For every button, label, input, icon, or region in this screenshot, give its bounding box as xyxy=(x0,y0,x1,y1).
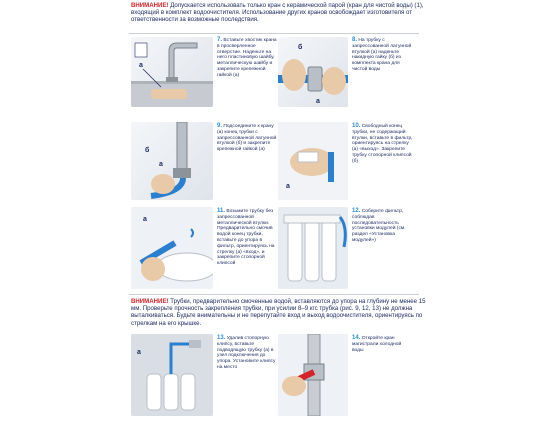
warning-top xyxy=(131,2,431,24)
warning-text: Трубки, предварительно смоченные водой, вставляются до упора на глубину не менее 15 мм. Проверьте прочность закрепления трубки, при усилии 8–9 кгс трубка (рис. 9, 12, 13) не должна выталкиваться. Будьте внимательны и не перепутайте вход и выход водоочистителя, ориентируясь по стрелкам на его крышке. xyxy=(131,298,426,327)
step-7-text xyxy=(217,38,279,79)
step-10-number: 10. xyxy=(352,123,361,129)
marker-a: а xyxy=(159,161,163,168)
step-11-photo xyxy=(131,207,213,289)
step-14-body: Откройте кран магистрали холодной воды xyxy=(352,336,402,353)
step-8-number: 8. xyxy=(352,37,358,43)
divider xyxy=(129,294,419,295)
step-13-body: Удалив стопорную клипсу, вставьте подводящую трубку (а) в узел подключения до упора. Установите клипсу на место xyxy=(217,336,276,370)
marker-a: а xyxy=(137,349,141,356)
step-7-body: Вставьте хвостик крана в просверленное отверстие. Наденьте на него пластиновую шайбу, металлическую шайбу и закрепите крепежной гайкой (а) xyxy=(217,38,277,78)
marker-b: б xyxy=(298,44,303,51)
step-11-number: 11. xyxy=(217,208,226,214)
step-12-text xyxy=(352,209,414,244)
step-14-number: 14. xyxy=(352,335,361,341)
marker-a: а xyxy=(143,216,147,223)
step-10-body: Свободный конец трубки, не содержащий втулки, вставьте в фильтр, ориентируясь на стрелку (а) «выход». Закрепите трубку стопорной клипсой (б) xyxy=(352,124,413,164)
step-10-photo xyxy=(278,122,348,200)
step-9-body: Подсоедините к крану (а) конец трубки с запрессованной латунной втулкой (б) и закрепите крепежной гайкой (а) xyxy=(217,124,277,153)
step-14-text xyxy=(352,336,414,353)
step-12-body: Соберите фильтр, соблюдая последовательность установки модулей (см. раздел «Установка модулей») xyxy=(352,209,406,243)
marker-a: а xyxy=(316,98,320,105)
step-12-number: 12. xyxy=(352,208,361,214)
marker-a: а xyxy=(139,62,143,69)
step-8-body: На трубку с запрессованной латунной втулкой (а) наденьте накидную гайку (б) из комплекта крана для чистой воды xyxy=(352,38,412,72)
step-9-photo xyxy=(131,122,213,200)
warning-heading: ВНИМАНИЕ! xyxy=(131,298,169,305)
marker-b: б xyxy=(145,147,150,154)
warning-heading: ВНИМАНИЕ! xyxy=(131,2,169,9)
step-13-text xyxy=(217,336,279,371)
step-8-photo xyxy=(278,37,348,107)
step-8-text xyxy=(352,38,414,73)
step-13-photo xyxy=(131,334,213,416)
warning-text: Допускается использовать только кран с керамической парой (кран для чистой воды) (1), входящий в комплект водоочистителя. Использование других кранов освобождает изготовителя от ответственности за возможные последствия. xyxy=(131,2,424,24)
step-14-photo xyxy=(278,334,348,416)
step-9-number: 9. xyxy=(217,123,223,129)
warning-bottom xyxy=(131,298,431,327)
step-7-number: 7. xyxy=(217,37,223,43)
divider xyxy=(129,33,419,34)
step-13-number: 13. xyxy=(217,335,226,341)
step-9-text xyxy=(217,124,279,153)
step-10-text xyxy=(352,124,414,165)
step-12-photo xyxy=(278,207,348,289)
step-7-photo xyxy=(131,37,213,107)
step-11-text xyxy=(217,209,279,267)
marker-a: а xyxy=(286,183,290,190)
step-11-body: Возьмите трубку без запрессованной металлической втулки. Предварительно смочив водой конец трубки, вставьте до упора в фильтр, ориентируясь на стрелку (а) «вход», и закрепите стопорной клипсой xyxy=(217,209,275,267)
